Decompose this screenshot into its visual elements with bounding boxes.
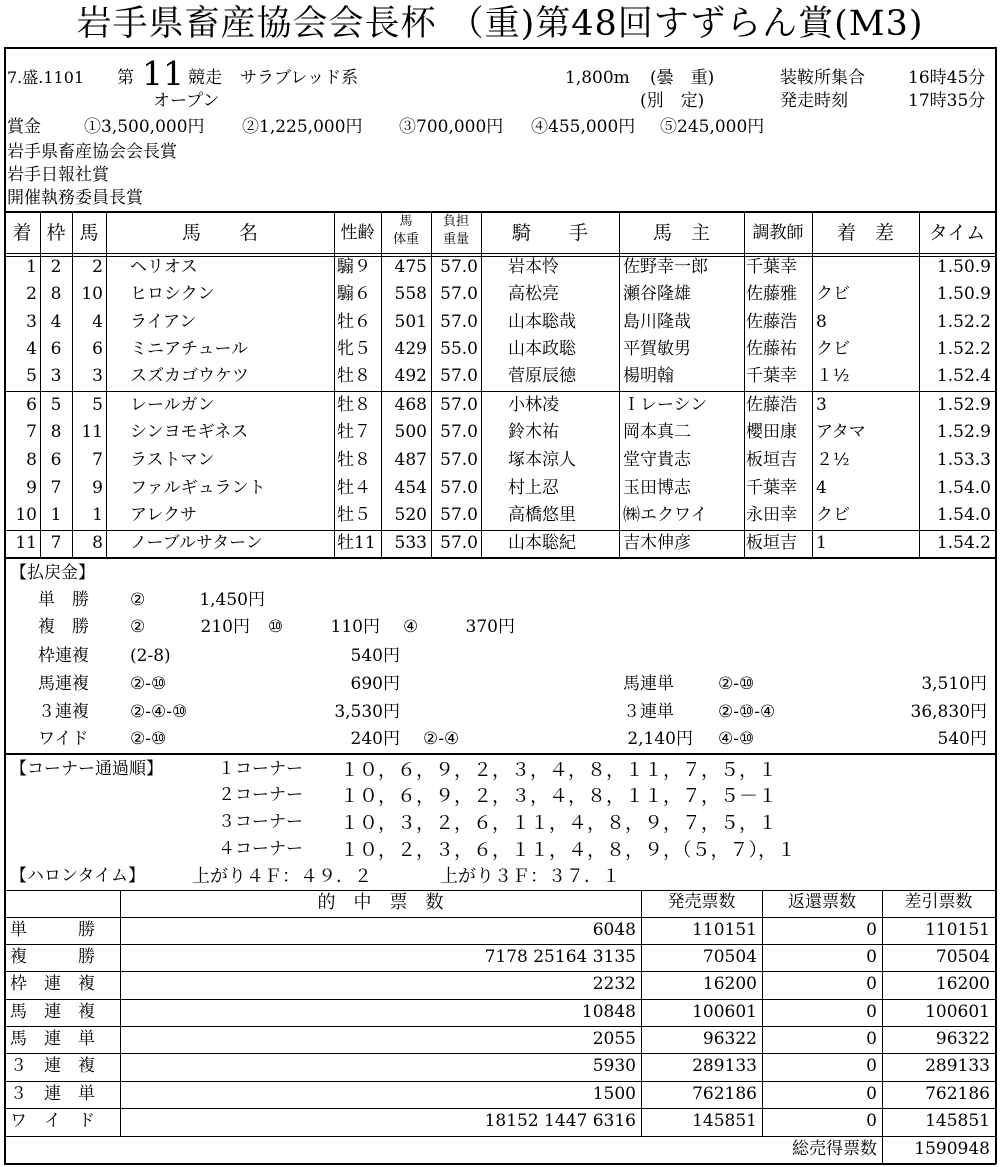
place-label: 複 勝 — [38, 617, 89, 637]
result-sex-age: 牡８ — [337, 395, 371, 415]
result-jockey: 山本聡哉 — [508, 312, 576, 332]
result-gate: 6 — [50, 339, 62, 359]
trifecta-number: ②-⑩-④ — [718, 702, 776, 722]
result-gate: 1 — [50, 505, 62, 525]
place-number-1: ② — [130, 617, 146, 637]
result-weight: 520 — [394, 505, 427, 525]
votes-row-hits: 6048 — [592, 920, 636, 940]
votes-row-label: ３ 連 複 — [10, 1056, 95, 1076]
results-bottom-rule — [4, 557, 996, 559]
votes-row-hits: 10848 — [581, 1002, 636, 1022]
result-gate: 2 — [50, 257, 62, 277]
result-place: 4 — [26, 339, 37, 359]
votes-row-net: 100601 — [925, 1002, 990, 1022]
result-burden: 57.0 — [440, 257, 478, 277]
prize-4: ④455,000円 — [531, 117, 636, 137]
header-burden-1: 負担 — [442, 214, 469, 229]
votes-col-rule — [120, 890, 121, 1136]
result-gate: 6 — [50, 450, 62, 470]
award-2: 岩手日報社賞 — [7, 165, 109, 185]
result-time: 1.54.0 — [936, 478, 991, 498]
votes-row-label: 馬 連 単 — [10, 1029, 95, 1049]
corner-1-label: １コーナー — [218, 759, 303, 779]
col-rule — [72, 211, 73, 557]
win-amount: 1,450円 — [199, 590, 265, 610]
col-rule — [334, 211, 335, 557]
result-jockey: 岩本怜 — [508, 257, 559, 277]
result-place: 2 — [26, 284, 37, 304]
votes-row-net: 289133 — [925, 1056, 990, 1076]
quinella-number: ②-⑩ — [130, 674, 167, 694]
votes-row-rule — [4, 944, 996, 945]
result-burden: 57.0 — [440, 366, 478, 386]
votes-row-net: 145851 — [925, 1111, 990, 1131]
result-horse-number: 10 — [81, 284, 103, 304]
result-sex-age: 騸９ — [337, 257, 371, 277]
result-owner: 堂守貴志 — [623, 450, 691, 470]
trio-label: ３連複 — [38, 702, 89, 722]
prize-5: ⑤245,000円 — [660, 117, 765, 137]
result-burden: 57.0 — [440, 505, 478, 525]
result-horse-number: 11 — [81, 422, 103, 442]
result-weight: 501 — [394, 312, 427, 332]
race-code: 7.盛.1101 — [7, 68, 85, 87]
results-fifth-rule — [4, 391, 996, 392]
wide-label: ワイド — [38, 729, 89, 749]
votes-row-label: 馬 連 複 — [10, 1002, 95, 1022]
result-time: 1.53.3 — [936, 450, 991, 470]
corner-2-order: １０，６，９，２，３，４，８，１１，７，５－１ — [340, 785, 778, 807]
result-margin: 1 — [816, 533, 827, 553]
result-owner: 瀬谷隆雄 — [623, 284, 691, 304]
result-trainer: 板垣吉 — [746, 450, 797, 470]
result-horse-number: 7 — [92, 450, 103, 470]
result-burden: 57.0 — [440, 395, 478, 415]
result-weight: 468 — [394, 395, 427, 415]
header-number: 馬 — [79, 222, 99, 244]
votes-row-refund: 0 — [866, 947, 877, 967]
results-header-rule — [4, 253, 996, 254]
bracket-quinella-number: (2-8) — [130, 646, 171, 666]
result-gate: 4 — [50, 312, 62, 332]
corner-4-order: １０，２，３，６，１１，４，８，９，（５，７），１ — [340, 839, 797, 861]
result-sex-age: 牝５ — [337, 339, 371, 359]
result-margin: クビ — [816, 284, 850, 304]
result-horse-number: 9 — [92, 478, 103, 498]
result-place: 1 — [26, 257, 37, 277]
result-place: 6 — [26, 395, 37, 415]
result-horse-name: ライアン — [130, 312, 197, 332]
result-place: 3 — [26, 312, 37, 332]
header-weight-2: 体重 — [392, 232, 419, 247]
col-rule — [812, 211, 813, 557]
prize-label: 賞金 — [7, 117, 41, 137]
result-margin: 3 — [816, 395, 827, 415]
place-number-2: ⑩ — [268, 617, 284, 637]
result-weight: 492 — [394, 366, 427, 386]
votes-row-label: ３ 連 単 — [10, 1084, 95, 1104]
result-place: 10 — [15, 505, 37, 525]
votes-row-rule — [4, 1108, 996, 1109]
result-trainer: 永田幸 — [746, 505, 797, 525]
award-3: 開催執務委員長賞 — [7, 188, 143, 208]
result-time: 1.52.9 — [936, 422, 991, 442]
wide-number-3: ④-⑩ — [718, 729, 755, 749]
results-tenth-rule — [4, 530, 996, 531]
result-place: 7 — [26, 422, 37, 442]
votes-row-refund: 0 — [866, 974, 877, 994]
result-trainer: 板垣吉 — [746, 533, 797, 553]
result-owner: ㈱エクワイ — [623, 505, 708, 525]
results-top-rule — [4, 211, 996, 213]
result-sex-age: 牡８ — [337, 366, 371, 386]
trio-amount: 3,530円 — [334, 702, 400, 722]
header-margin: 着 差 — [836, 222, 894, 244]
prize-1: ①3,500,000円 — [84, 117, 205, 137]
votes-header-net: 差引票数 — [904, 892, 973, 912]
result-trainer: 佐藤浩 — [746, 395, 797, 415]
result-sex-age: 牡11 — [337, 533, 376, 553]
result-sex-age: 牡８ — [337, 450, 371, 470]
votes-row-rule — [4, 999, 996, 1000]
result-margin: 8 — [816, 312, 827, 332]
place-number-3: ④ — [403, 617, 419, 637]
race-suffix: 競走 — [188, 68, 222, 88]
result-gate: 3 — [50, 366, 62, 386]
votes-col-rule — [882, 890, 883, 1164]
race-title: 岩手県畜産協会会長杯 （重)第48回すずらん賞(M3) — [76, 4, 924, 44]
result-trainer: 佐藤浩 — [746, 312, 797, 332]
result-gate: 7 — [50, 533, 62, 553]
track-condition: (曇 重) — [650, 68, 715, 88]
votes-row-hits: 2232 — [592, 974, 636, 994]
corner-2-label: ２コーナー — [218, 785, 303, 805]
exacta-number: ②-⑩ — [718, 674, 755, 694]
result-sex-age: 牡５ — [337, 505, 371, 525]
result-horse-number: 8 — [92, 533, 103, 553]
votes-row-refund: 0 — [866, 1002, 877, 1022]
result-jockey: 菅原辰徳 — [508, 366, 576, 386]
votes-row-net: 16200 — [935, 974, 990, 994]
wide-amount-2: 2,140円 — [627, 729, 693, 749]
result-horse-number: 1 — [92, 505, 103, 525]
result-burden: 57.0 — [440, 533, 478, 553]
result-weight: 454 — [394, 478, 427, 498]
result-trainer: 佐藤祐 — [746, 339, 797, 359]
header-sex-age: 性齢 — [340, 223, 375, 243]
result-owner: 島川隆哉 — [623, 312, 691, 332]
result-trainer: 千葉幸 — [746, 257, 797, 277]
bracket-quinella-amount: 540円 — [350, 646, 400, 666]
votes-top-rule — [4, 890, 996, 891]
race-class: オープン — [153, 91, 220, 111]
result-owner: 楊明翰 — [623, 366, 674, 386]
votes-row-sold: 100601 — [692, 1002, 757, 1022]
result-time: 1.54.0 — [936, 505, 991, 525]
result-horse-name: レールガン — [130, 395, 215, 415]
result-jockey: 村上忍 — [508, 478, 559, 498]
votes-row-hits: 7178 25164 3135 — [484, 947, 636, 967]
votes-row-label: 枠 連 複 — [10, 974, 95, 994]
result-jockey: 高橋悠里 — [508, 505, 576, 525]
result-time: 1.54.2 — [936, 533, 991, 553]
prize-3: ③700,000円 — [399, 117, 504, 137]
result-time: 1.50.9 — [936, 284, 991, 304]
result-trainer: 千葉幸 — [746, 478, 797, 498]
result-time: 1.52.4 — [936, 366, 991, 386]
result-gate: 7 — [50, 478, 62, 498]
col-rule — [619, 211, 620, 557]
votes-row-refund: 0 — [866, 1029, 877, 1049]
result-trainer: 千葉幸 — [746, 366, 797, 386]
trio-number: ②-④-⑩ — [130, 702, 188, 722]
result-gate: 5 — [50, 395, 62, 415]
result-margin: クビ — [816, 505, 850, 525]
result-sex-age: 牡６ — [337, 312, 371, 332]
result-horse-name: アレクサ — [130, 505, 197, 525]
votes-row-hits: 18152 1447 6316 — [484, 1111, 636, 1131]
votes-row-net: 70504 — [935, 947, 990, 967]
frame-bottom — [4, 1163, 996, 1165]
result-weight: 500 — [394, 422, 427, 442]
win-label: 単 勝 — [38, 590, 89, 610]
col-rule — [106, 211, 107, 557]
header-gate: 枠 — [46, 222, 66, 244]
result-gate: 8 — [50, 422, 62, 442]
result-margin: 4 — [816, 478, 827, 498]
votes-row-rule — [4, 1053, 996, 1054]
trifecta-label: ３連単 — [623, 702, 674, 722]
corner-4-label: ４コーナー — [218, 839, 303, 859]
total-votes-label: 総売得票数 — [792, 1139, 877, 1159]
frame-left — [4, 47, 6, 1164]
wide-amount-3: 540円 — [937, 729, 987, 749]
result-burden: 57.0 — [440, 422, 478, 442]
payout-bottom-rule — [4, 753, 996, 755]
quinella-label: 馬連複 — [38, 674, 89, 694]
votes-row-refund: 0 — [866, 1056, 877, 1076]
votes-row-label: ワ イ ド — [10, 1111, 95, 1131]
result-time: 1.50.9 — [936, 257, 991, 277]
result-horse-name: ノーブルサターン — [130, 533, 263, 553]
result-weight: 487 — [394, 450, 427, 470]
result-horse-name: スズカゴウケツ — [130, 366, 249, 386]
quinella-amount: 690円 — [350, 674, 400, 694]
prize-2: ②1,225,000円 — [242, 117, 363, 137]
header-owner: 馬 主 — [652, 222, 710, 244]
votes-row-sold: 289133 — [692, 1056, 757, 1076]
header-burden-2: 重量 — [442, 232, 469, 247]
votes-row-sold: 762186 — [692, 1084, 757, 1104]
result-owner: 岡本真二 — [623, 422, 691, 442]
result-horse-number: 6 — [92, 339, 103, 359]
result-time: 1.52.9 — [936, 395, 991, 415]
result-jockey: 山本聡紀 — [508, 533, 576, 553]
start-time: 17時35分 — [908, 91, 986, 111]
title-rule — [4, 47, 996, 49]
muster-time: 16時45分 — [908, 68, 986, 88]
result-weight: 558 — [394, 284, 427, 304]
place-amount-3: 370円 — [465, 617, 515, 637]
votes-row-sold: 145851 — [692, 1111, 757, 1131]
votes-row-net: 110151 — [925, 920, 990, 940]
col-rule — [431, 211, 432, 557]
result-horse-name: ファルギュラント — [130, 478, 266, 498]
votes-row-refund: 0 — [866, 1111, 877, 1131]
result-trainer: 佐藤雅 — [746, 284, 797, 304]
start-label: 発走時刻 — [780, 91, 848, 111]
votes-header-sold: 発売票数 — [667, 892, 736, 912]
result-owner: 吉木伸彦 — [623, 533, 691, 553]
col-rule — [381, 211, 382, 557]
result-horse-number: 5 — [92, 395, 103, 415]
corner-3-order: １０，３，２，６，１１，４，８，９，７，５，１ — [340, 812, 778, 834]
result-horse-number: 4 — [92, 312, 103, 332]
votes-row-refund: 0 — [866, 1084, 877, 1104]
result-burden: 57.0 — [440, 312, 478, 332]
weight-rule: (別 定) — [640, 91, 705, 111]
place-amount-2: 110円 — [330, 617, 380, 637]
result-sex-age: 騸６ — [337, 284, 371, 304]
result-jockey: 高松亮 — [508, 284, 559, 304]
col-rule — [919, 211, 920, 557]
corner-3-label: ３コーナー — [218, 812, 303, 832]
race-number: 11 — [142, 54, 184, 93]
wide-number-2: ②-④ — [423, 729, 460, 749]
race-breed: サラブレッド系 — [240, 68, 359, 88]
corner-heading: 【コーナー通過順】 — [10, 759, 163, 779]
result-burden: 57.0 — [440, 284, 478, 304]
col-rule — [481, 211, 482, 557]
votes-row-sold: 70504 — [702, 947, 757, 967]
result-horse-name: ミニアチュール — [130, 339, 249, 359]
furlong-heading: 【ハロンタイム】 — [10, 866, 145, 886]
result-margin: １½ — [816, 366, 850, 386]
result-owner: 平賀敏男 — [623, 339, 691, 359]
result-owner: 佐野幸一郎 — [623, 257, 708, 277]
votes-row-label: 複 勝 — [10, 947, 95, 967]
votes-col-rule — [762, 890, 763, 1136]
votes-row-hits: 2055 — [592, 1029, 636, 1049]
trifecta-amount: 36,830円 — [910, 702, 987, 722]
header-horse-name: 馬 名 — [181, 222, 258, 244]
result-trainer: 櫻田康 — [746, 422, 797, 442]
result-place: 8 — [26, 450, 37, 470]
votes-row-rule — [4, 1081, 996, 1082]
result-horse-name: ラストマン — [130, 450, 215, 470]
votes-row-sold: 16200 — [702, 974, 757, 994]
votes-row-net: 762186 — [925, 1084, 990, 1104]
votes-row-hits: 5930 — [592, 1056, 636, 1076]
exacta-amount: 3,510円 — [921, 674, 987, 694]
result-gate: 8 — [50, 284, 62, 304]
votes-col-rule — [641, 890, 642, 1136]
votes-row-rule — [4, 971, 996, 972]
result-horse-name: ヒロシクン — [130, 284, 215, 304]
wide-amount-1: 240円 — [350, 729, 400, 749]
header-weight-1: 馬 — [399, 214, 413, 229]
muster-label: 装鞍所集合 — [780, 68, 865, 88]
votes-row-rule — [4, 1026, 996, 1027]
result-horse-name: ヘリオス — [130, 257, 198, 277]
header-place: 着 — [12, 222, 32, 244]
award-1: 岩手県畜産協会会長賞 — [7, 142, 177, 162]
result-margin: ２½ — [816, 450, 850, 470]
result-jockey: 鈴木祐 — [508, 422, 559, 442]
corner-1-order: １０，６，９，２，３，４，８，１１，７，５，１ — [340, 759, 778, 781]
votes-row-rule — [4, 917, 996, 918]
votes-row-net: 96322 — [935, 1029, 990, 1049]
furlong-last-4f: 上がり４Ｆ：４９．２ — [192, 866, 372, 887]
votes-row-hits: 1500 — [592, 1084, 636, 1104]
votes-row-sold: 96322 — [702, 1029, 757, 1049]
result-margin: クビ — [816, 339, 850, 359]
place-amount-1: 210円 — [200, 617, 250, 637]
result-burden: 57.0 — [440, 450, 478, 470]
header-jockey: 騎 手 — [511, 222, 588, 244]
result-place: 9 — [26, 478, 37, 498]
result-place: 5 — [26, 366, 37, 386]
win-number: ② — [130, 590, 146, 610]
result-time: 1.52.2 — [936, 312, 991, 332]
frame-right — [995, 47, 997, 1164]
result-margin: アタマ — [816, 422, 866, 442]
wide-number-1: ②-⑩ — [130, 729, 167, 749]
result-weight: 429 — [394, 339, 427, 359]
col-rule — [744, 211, 745, 557]
votes-row-label: 単 勝 — [10, 920, 95, 940]
votes-header-hits: 的 中 票 数 — [317, 892, 444, 913]
result-jockey: 塚本涼人 — [508, 450, 576, 470]
result-weight: 533 — [394, 533, 427, 553]
result-place: 11 — [15, 533, 37, 553]
result-time: 1.52.2 — [936, 339, 991, 359]
bracket-quinella-label: 枠連複 — [38, 646, 89, 666]
header-trainer: 調教師 — [752, 223, 804, 243]
result-burden: 55.0 — [440, 339, 478, 359]
result-jockey: 山本政聡 — [508, 339, 576, 359]
result-jockey: 小林凌 — [508, 395, 559, 415]
furlong-last-3f: 上がり３Ｆ：３７．１ — [440, 866, 620, 887]
result-owner: Ｉレーシン — [623, 395, 708, 415]
votes-header-refund: 返還票数 — [788, 892, 856, 912]
votes-row-rule — [4, 1136, 996, 1137]
result-burden: 57.0 — [440, 478, 478, 498]
race-prefix: 第 — [117, 68, 134, 88]
result-sex-age: 牡７ — [337, 422, 371, 442]
payout-heading: 【払戻金】 — [10, 563, 95, 583]
result-horse-number: 2 — [92, 257, 103, 277]
result-owner: 玉田博志 — [623, 478, 691, 498]
votes-row-sold: 110151 — [692, 920, 757, 940]
race-distance: 1,800m — [565, 68, 630, 88]
result-weight: 475 — [394, 257, 427, 277]
votes-row-refund: 0 — [866, 920, 877, 940]
result-sex-age: 牡４ — [337, 478, 371, 498]
total-votes-value: 1590948 — [914, 1139, 990, 1159]
exacta-label: 馬連単 — [623, 674, 674, 694]
result-horse-name: シンヨモギネス — [130, 422, 249, 442]
header-time: タイム — [928, 222, 986, 244]
result-horse-number: 3 — [92, 366, 103, 386]
